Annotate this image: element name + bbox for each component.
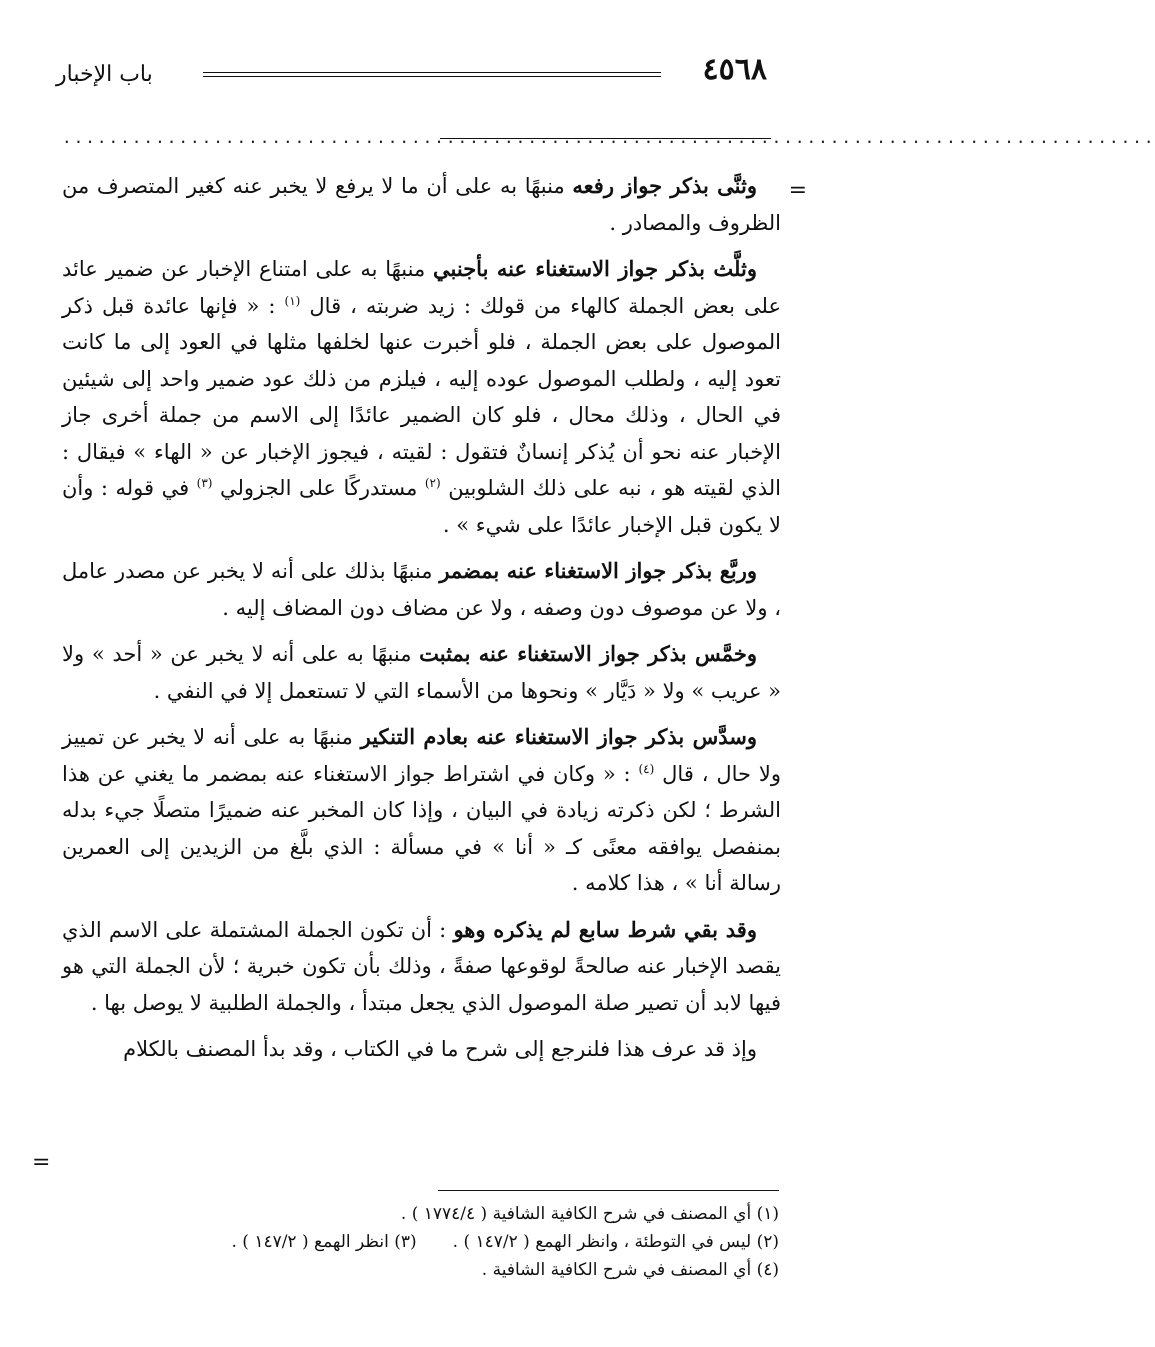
paragraph-text: وإذ قد عرف هذا فلنرجع إلى شرح ما في الكتاب ، وقد بدأ المصنف بالكلام xyxy=(123,1037,757,1061)
dotted-separator: .............................................................................................. xyxy=(62,128,1155,147)
paragraph-text: منبهًا به على أن ما لا يرفع لا يخبر عنه كغير المتصرف من الظروف والمصادر . xyxy=(62,174,781,235)
paragraph-text: مستدركًا على الجزولي xyxy=(220,476,425,500)
paragraph xyxy=(62,912,781,1022)
footnote: (٤) أي المصنف في شرح الكافية الشافية . xyxy=(481,1260,779,1280)
continuation-mark-bottom: = xyxy=(32,1150,51,1175)
footnote-ref: (٢) xyxy=(424,476,441,490)
footnote-line xyxy=(80,1228,779,1256)
paragraph-lead: وثلَّث بذكر جواز الاستغناء عنه بأجنبي xyxy=(433,256,757,281)
header-rule xyxy=(203,72,661,77)
paragraph xyxy=(62,1031,781,1068)
footnote-ref: (٤) xyxy=(638,761,655,776)
paragraph-text: منبهًا به على أنه لا يخبر عن تمييز ولا حال ، قال xyxy=(62,725,781,786)
paragraph xyxy=(62,553,781,626)
paragraph-lead: وخمَّس بذكر جواز الاستغناء عنه بمثبت xyxy=(419,641,757,666)
page-header xyxy=(28,52,839,92)
paragraph-text: منبهًا به على امتناع الإخبار عن ضمير عائد على بعض الجملة كالهاء من قولك : زيد ضربته ، قال xyxy=(62,257,781,318)
paragraph xyxy=(62,719,781,902)
paragraph-text: منبهًا به على أنه لا يخبر عن « أحد » ولا « عريب » ولا « دَيَّار » ونحوها من الأسماء التي لا تستعمل إلا في النفي . xyxy=(62,642,781,703)
continuation-rule xyxy=(440,138,771,139)
paragraph-text: منبهًا بذلك على أنه لا يخبر عن مصدر عامل ، ولا عن موصوف دون وصفه ، ولا عن مضاف دون المضاف إليه . xyxy=(62,559,781,620)
main-text xyxy=(62,168,781,1078)
paragraph-text: في قوله : وأن لا يكون قبل الإخبار عائدًا على شيء » . xyxy=(62,476,781,537)
footnote-ref: (١) xyxy=(284,293,301,308)
paragraph-text: : أن تكون الجملة المشتملة على الاسم الذي يقصد الإخبار عنه صالحةً لوقوعها صفةً ، وذلك بأن تكون خبرية ؛ لأن الجملة التي هو فيها لابد أن تصير صلة الموصول الذي يجعل مبتدأ ، والجملة الطلبية لا يوصل بها . xyxy=(62,917,781,1015)
page-number: ٤٥٦٨ xyxy=(702,52,767,87)
paragraph xyxy=(62,168,781,241)
footnotes xyxy=(80,1200,779,1284)
continuation-mark-top: = xyxy=(788,178,807,203)
footnote: (٣) انظر الهمع ( ١٤٧/٢ ) . xyxy=(231,1232,417,1252)
footnote: (١) أي المصنف في شرح الكافية الشافية ( ١٧٧٤/٤ ) . xyxy=(400,1204,779,1224)
footnote-rule xyxy=(438,1190,779,1191)
paragraph-lead: وثنَّى بذكر جواز رفعه xyxy=(572,173,757,198)
chapter-title: باب الإخبار xyxy=(56,62,153,87)
paragraph-text: : « وكان في اشتراط جواز الاستغناء عنه بمضمر ما يغني عن هذا الشرط ؛ لكن ذكرته زيادة في البيان ، وإذا كان المخبر عنه ضميرًا متصلًا جيء بدله بمنفصل يوافقه معنًى كـ « أنا » في مسألة : الذي بلَّغ من الزيدين إلى العمرين رسالة أنا » ، هذا كلامه . xyxy=(62,761,781,895)
footnote-ref: (٣) xyxy=(196,476,213,490)
paragraph xyxy=(62,636,781,709)
footnote: (٢) ليس في التوطئة ، وانظر الهمع ( ١٤٧/٢ ) . xyxy=(452,1232,779,1252)
paragraph-lead: وقد بقي شرط سابع لم يذكره وهو xyxy=(453,916,757,942)
paragraph-lead: وسدَّس بذكر جواز الاستغناء عنه بعادم التنكير xyxy=(360,724,757,749)
paragraph-lead: وربَّع بذكر جواز الاستغناء عنه بمضمر xyxy=(439,558,757,583)
paragraph-text: : « فإنها عائدة قبل ذكر الموصول على بعض الجملة ، فلو أخبرت عنها لخلفها مثلها في العود إلى ما كانت تعود إليه ، ولطلب الموصول عوده إليه ، فيلزم من ذلك عود ضمير واحد إلى شيئين في الحال ، وذلك محال ، فلو كان الضمير عائدًا إلى الاسم من جملة أخرى جاز الإخبار عنه نحو أن يُذكر إنسانٌ فتقول : لقيته ، فيجوز الإخبار عن « الهاء » فيقال : الذي لقيته هو ، نبه على ذلك الشلوبين xyxy=(62,293,781,500)
paragraph xyxy=(62,251,781,543)
